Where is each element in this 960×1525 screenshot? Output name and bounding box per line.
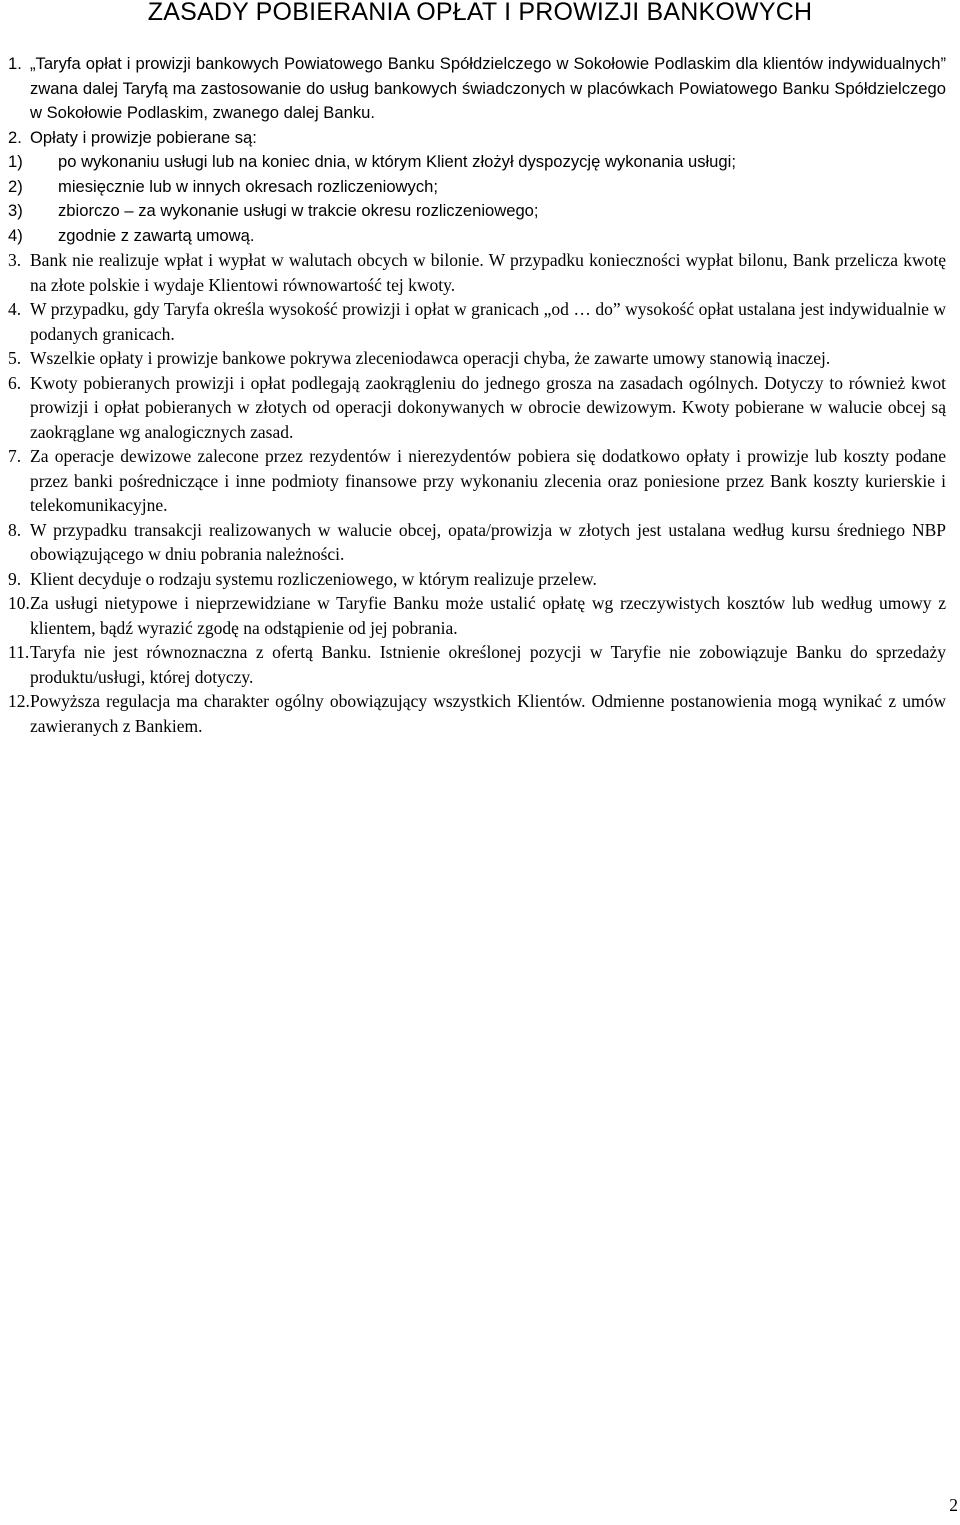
- item-number: 6.: [8, 372, 22, 393]
- item-text: Za usługi nietypowe i nieprzewidziane w Taryfie Banku może ustalić opłatę wg rzeczywistych kosztów lub według umowy z klientem, bądź wyrazić zgodę na odstąpienie od jej pobrania.: [30, 593, 946, 638]
- sub-list-item: [0, 175, 946, 200]
- item-number: 9.: [8, 568, 22, 589]
- list-item: [8, 640, 946, 689]
- item-number: 5.: [8, 348, 22, 368]
- sub-item-number: 4): [8, 225, 23, 245]
- list-item: [8, 52, 946, 126]
- sub-list-item: [0, 199, 946, 224]
- item-number: 12.: [8, 691, 30, 711]
- item-number: 11.: [8, 642, 30, 662]
- item-number: 1.: [8, 54, 22, 73]
- page-title: ZASADY POBIERANIA OPŁAT I PROWIZJI BANKOWYCH: [147, 0, 813, 26]
- list-item: [8, 689, 946, 738]
- item-number: 8.: [8, 519, 22, 540]
- sub-list-item: [0, 224, 946, 249]
- item-text: Taryfa nie jest równoznaczna z ofertą Banku. Istnienie określonej pozycji w Taryfie nie zobowiązuje Banku do sprzedaży produktu/usługi, której dotyczy.: [30, 642, 946, 687]
- list-item: [8, 444, 946, 518]
- item-text: W przypadku transakcji realizowanych w walucie obcej, opata/prowizja w złotych jest ustalana według kursu średniego NBP obowiązującego w dniu pobrania należności.: [30, 519, 946, 564]
- item-text: Wszelkie opłaty i prowizje bankowe pokrywa zleceniodawca operacji chyba, że zawarte umowy stanowią inaczej.: [30, 348, 831, 368]
- list-item: [8, 567, 946, 592]
- document-body: [8, 52, 946, 738]
- item-text: Za operacje dewizowe zalecone przez rezydentów i nierezydentów pobiera się dodatkowo opłaty i prowizje lub koszty podane przez banki pośredniczące i inne podmioty finansowe przy wykonaniu zlecenia oraz poniesione przez Bank koszty kurierskie i telekomunikacyjne.: [30, 446, 946, 515]
- item-number: 10.: [8, 593, 30, 613]
- item-number: 3.: [8, 250, 22, 270]
- item-text: „Taryfa opłat i prowizji bankowych Powiatowego Banku Spółdzielczego w Sokołowie Podlaskim dla klientów indywidualnych” zwana dalej Taryfą ma zastosowanie do usług bankowych świadczonych w placówkach Powiatowego Banku Spółdzielczego w Sokołowie Podlaskim, zwanego dalej Banku.: [30, 54, 946, 122]
- item-text: Klient decyduje o rodzaju systemu rozliczeniowego, w którym realizuje przelew.: [30, 568, 597, 589]
- list-item: [8, 591, 946, 640]
- sub-item-number: 1): [8, 152, 23, 171]
- sub-list-item: [0, 150, 946, 175]
- list-item: [8, 126, 946, 151]
- item-text: Powyższa regulacja ma charakter ogólny obowiązujący wszystkich Klientów. Odmienne postanowienia mogą wynikać z umów zawieranych z Bankiem.: [30, 691, 946, 736]
- list-item: [8, 297, 946, 346]
- page-number: 2: [949, 1495, 958, 1515]
- sub-item-text: miesięcznie lub w innych okresach rozliczeniowych;: [58, 176, 438, 196]
- item-number: 7.: [8, 446, 22, 466]
- item-number: 4.: [8, 299, 22, 319]
- item-text: W przypadku, gdy Taryfa określa wysokość prowizji i opłat w granicach „od … do” wysokość opłat ustalana jest indywidualnie w podanych granicach.: [30, 299, 946, 344]
- sub-item-number: 3): [8, 201, 23, 220]
- list-item: [8, 248, 946, 297]
- list-item: [8, 518, 946, 567]
- list-item: [8, 346, 946, 371]
- sub-item-text: zgodnie z zawartą umową.: [58, 225, 255, 245]
- item-text: Bank nie realizuje wpłat i wypłat w walutach obcych w bilonie. W przypadku konieczności wypłat bilonu, Bank przelicza kwotę na złote polskie i wydaje Klientowi równowartość tej kwoty.: [30, 250, 946, 295]
- item-text: Opłaty i prowizje pobierane są:: [30, 127, 257, 147]
- item-text: Kwoty pobieranych prowizji i opłat podlegają zaokrągleniu do jednego grosza na zasadach ogólnych. Dotyczy to również kwot prowizji i opłat pobieranych w złotych od operacji dokonywanych w obrocie dewizowym. Kwoty pobierane w walucie obcej są zaokrąglane wg analogicznych zasad.: [30, 372, 946, 442]
- sub-item-number: 2): [8, 176, 23, 196]
- sub-item-text: zbiorczo – za wykonanie usługi w trakcie okresu rozliczeniowego;: [58, 201, 539, 220]
- item-number: 2.: [8, 127, 22, 147]
- list-item: [8, 371, 946, 445]
- sub-item-text: po wykonaniu usługi lub na koniec dnia, w którym Klient złożył dyspozycję wykonania usługi;: [58, 152, 736, 171]
